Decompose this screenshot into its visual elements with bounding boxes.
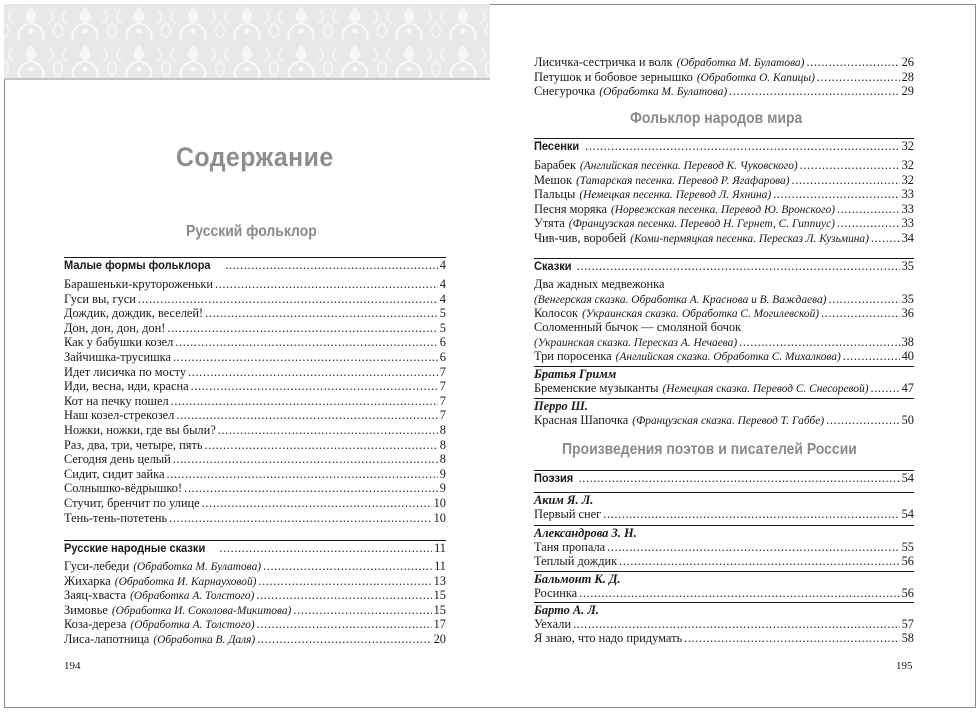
- page-number: 35: [901, 292, 914, 306]
- toc-entry-title: Таня пропала: [534, 540, 606, 554]
- leader-dots: [828, 292, 899, 306]
- toc-entry-title: Сегодня день целый: [64, 452, 171, 467]
- page-number: 8: [439, 423, 446, 437]
- page-folio-left: 194: [64, 660, 81, 672]
- page-number: 13: [433, 573, 446, 588]
- toc-entry-note: (Норвежская песенка. Перевод Ю. Вронского): [610, 203, 835, 216]
- section-title-russian-folklore: Русский фольклор: [186, 223, 317, 240]
- toc-entry[interactable]: [64, 632, 446, 646]
- leader-dots: [220, 541, 433, 555]
- leader-dots: [826, 413, 899, 427]
- page-number: 10: [433, 510, 446, 525]
- section-title-poets: Произведения поэтов и писателей России: [562, 441, 857, 458]
- page-number: 17: [433, 617, 446, 632]
- leader-dots: [215, 277, 438, 291]
- toc-entry[interactable]: [534, 158, 914, 172]
- page-number: 35: [901, 259, 914, 273]
- page-number: 15: [433, 602, 446, 617]
- toc-entry-title: Гуси-лебеди: [64, 559, 130, 573]
- leader-dots: [257, 632, 431, 646]
- page-number: 15: [433, 588, 446, 603]
- toc-entry-title: Лисичка-сестричка и волк: [534, 55, 673, 69]
- toc-entry-title: Пальцы: [534, 187, 576, 202]
- toc-entry[interactable]: [534, 55, 914, 69]
- toc-entry[interactable]: [64, 350, 446, 364]
- page-number: 33: [901, 187, 914, 202]
- toc-entry-title: Ножки, ножки, где вы были?: [64, 423, 216, 437]
- toc-entry[interactable]: [534, 507, 914, 521]
- toc-entry-note: (Украинская сказка. Обработка С. Могилевской): [582, 308, 820, 320]
- leader-dots: [684, 631, 899, 645]
- section-title-world-folklore: Фольклор народов мира: [630, 110, 803, 127]
- leader-dots: [257, 617, 432, 631]
- leader-dots: [202, 496, 432, 510]
- toc-entry-title: Стучит, бренчит по улице: [64, 496, 200, 510]
- toc-heading[interactable]: [534, 470, 914, 485]
- leader-dots: [205, 306, 438, 320]
- leader-dots: [138, 292, 438, 306]
- leader-dots: [837, 202, 900, 216]
- toc-entry[interactable]: [534, 292, 914, 306]
- toc-entry[interactable]: [534, 306, 914, 320]
- toc-entry-title: Зимовье: [64, 602, 108, 617]
- toc-entry[interactable]: [534, 84, 914, 98]
- page-number: 40: [901, 349, 914, 363]
- toc-entry-title: Лиса-лапотница: [64, 632, 150, 646]
- page-number: 32: [901, 158, 914, 172]
- page-number: 56: [901, 586, 914, 600]
- toc-entry-title: Тень-тень-потетень: [64, 510, 168, 525]
- toc-entry-title: Красная Шапочка: [534, 413, 629, 427]
- toc-entry-note: (Обработка В. Даля): [153, 634, 256, 646]
- toc-entry[interactable]: [64, 379, 446, 393]
- toc-entry[interactable]: [64, 394, 446, 408]
- toc-entry-title: Заяц-хваста: [64, 588, 127, 603]
- toc-entry-title: Снегурочка: [534, 84, 596, 99]
- page-number: 33: [901, 216, 914, 231]
- leader-dots: [603, 507, 899, 521]
- page-number: 4: [439, 277, 446, 291]
- right-page: [490, 0, 980, 712]
- leader-dots: [173, 350, 438, 364]
- toc-heading-title: Поэзия: [534, 471, 574, 485]
- page-number: 57: [901, 617, 914, 631]
- leader-dots: [256, 588, 431, 602]
- toc-entry-note: (Обработка О. Капицы): [696, 71, 815, 84]
- toc-entry[interactable]: [64, 423, 446, 437]
- author-name: Аким Я. Л.: [534, 492, 914, 507]
- toc-entry-note: (Коми-пермяцкая песенка. Пересказ Л. Кузьмина): [630, 233, 869, 245]
- leader-dots: [218, 423, 438, 437]
- toc-entry-title: Колосок: [534, 306, 579, 320]
- toc-entry-title: Барабек: [534, 158, 576, 172]
- page-number: 34: [901, 231, 914, 245]
- leader-dots: [806, 55, 899, 69]
- page-number: 28: [901, 69, 914, 84]
- leader-dots: [800, 158, 900, 172]
- leader-dots: [167, 321, 437, 335]
- toc-entry-title: Первый снег: [534, 507, 602, 521]
- leader-dots: [837, 216, 900, 230]
- leader-dots: [191, 379, 438, 393]
- toc-entry-title: Как у бабушки козел: [64, 335, 174, 350]
- page-number: 7: [439, 408, 446, 423]
- toc-entry-title: Дождик, дождик, веселей!: [64, 306, 204, 321]
- author-name: Александрова З. Н.: [534, 525, 914, 540]
- toc-entry[interactable]: [64, 321, 446, 335]
- leader-dots: [573, 617, 900, 631]
- toc-entry-title: Идет лисичка по мосту: [64, 364, 187, 379]
- toc-heading[interactable]: [534, 138, 914, 153]
- page-title: Содержание: [176, 142, 334, 172]
- leader-dots: [871, 381, 900, 395]
- toc-entry-note: (Венгерская сказка. Обработка А. Краснова и В. Важдаева): [534, 294, 827, 306]
- toc-entry[interactable]: [64, 277, 446, 291]
- toc-entry-title: Дон, дон, дон, дон!: [64, 320, 166, 335]
- toc-entry[interactable]: [534, 216, 914, 230]
- toc-entry[interactable]: [534, 187, 914, 201]
- toc-entry-note: (Французская сказка. Перевод Т. Габбе): [632, 415, 825, 427]
- page-number: 47: [901, 381, 914, 395]
- page-number: 55: [901, 540, 914, 554]
- toc-entry-title-line[interactable]: Соломенный бычок — смоляной бочок: [534, 320, 742, 334]
- toc-entry[interactable]: [64, 306, 446, 320]
- toc-entry-note: (Английская сказка. Обработка С. Михалкова): [615, 351, 841, 363]
- leader-dots: [263, 559, 432, 573]
- page-number: 6: [439, 350, 446, 364]
- page-number: 56: [901, 554, 914, 568]
- toc-heading-title: Русские народные сказки: [64, 541, 206, 555]
- page-number: 38: [901, 335, 914, 349]
- page-number: 7: [439, 393, 446, 408]
- toc-entry[interactable]: [64, 335, 446, 349]
- toc-heading-title: Сказки: [534, 259, 572, 273]
- page-number: 7: [439, 364, 446, 379]
- toc-entry-note: (Обработка А. Толстого): [130, 619, 255, 632]
- page-folio-right: 195: [896, 660, 913, 672]
- toc-entry-note: (Обработка М. Булатова): [133, 561, 262, 573]
- leader-dots: [619, 554, 899, 568]
- author-name: Братья Гримм: [534, 366, 914, 381]
- toc-entry-title: Песня моряка: [534, 201, 607, 216]
- toc-entry-title: Три поросенка: [534, 349, 612, 363]
- toc-entry-note: (Немецкая песенка. Перевод Л. Яхнина): [579, 189, 772, 202]
- toc-entry-title: Мешок: [534, 172, 573, 187]
- toc-entry-title: Сидит, сидит зайка: [64, 466, 165, 481]
- toc-entry[interactable]: [64, 617, 446, 631]
- toc-entry-title: Коза-дереза: [64, 617, 127, 632]
- toc-entry[interactable]: [64, 511, 446, 525]
- page-number: 5: [439, 320, 446, 335]
- toc-entry-title: Солнышко-вёдрышко!: [64, 481, 183, 496]
- page-number: 11: [434, 541, 446, 555]
- page-number: 8: [439, 452, 446, 467]
- leader-dots: [188, 365, 438, 379]
- leader-dots: [166, 467, 437, 481]
- leader-dots: [225, 258, 437, 272]
- toc-entry[interactable]: [534, 554, 914, 568]
- toc-entry[interactable]: [64, 365, 446, 379]
- toc-entry[interactable]: [534, 202, 914, 216]
- toc-entry-title: Уехали: [534, 617, 572, 631]
- leader-dots: [585, 139, 899, 153]
- toc-entry-title: Петушок и бобовое зернышко: [534, 69, 693, 84]
- toc-entry-title: Раз, два, три, четыре, пять: [64, 437, 203, 452]
- toc-entry-note: (Немецкая сказка. Перевод С. Снесоревой): [662, 383, 869, 395]
- toc-entry[interactable]: [64, 452, 446, 466]
- leader-dots: [843, 349, 900, 363]
- leader-dots: [293, 603, 431, 617]
- page-number: 33: [901, 201, 914, 216]
- author-name: Барто А. Л.: [534, 602, 914, 617]
- toc-entry-title: Наш козел-стрекозел: [64, 408, 175, 423]
- toc-entry[interactable]: [534, 413, 914, 427]
- toc-entry-note: (Обработка М. Булатова): [599, 86, 728, 99]
- toc-entry[interactable]: [534, 173, 914, 187]
- toc-entry-note: (Обработка И. Соколова-Микитова): [111, 604, 292, 617]
- toc-entry[interactable]: [64, 588, 446, 602]
- toc-heading[interactable]: [64, 540, 446, 555]
- toc-entry[interactable]: [64, 481, 446, 495]
- toc-entry-note: (Татарская песенка. Перевод Р. Ягафарова): [576, 174, 790, 187]
- toc-entry[interactable]: [64, 408, 446, 422]
- toc-entry-title: Я знаю, что надо придумать: [534, 631, 683, 645]
- toc-heading-title: Песенки: [534, 139, 580, 153]
- toc-entry[interactable]: [534, 617, 914, 631]
- page-number: 20: [433, 632, 446, 646]
- toc-entry-note: (Украинская сказка. Пересказ А. Нечаева): [534, 337, 738, 349]
- leader-dots: [607, 540, 899, 554]
- leader-dots: [577, 259, 900, 273]
- page-number: 9: [439, 466, 446, 481]
- toc-entry[interactable]: [534, 381, 914, 395]
- toc-entry[interactable]: [534, 631, 914, 645]
- toc-heading[interactable]: [534, 258, 914, 273]
- leader-dots: [175, 335, 438, 349]
- toc-entry-note: (Английская песенка. Перевод К. Чуковского): [579, 160, 798, 172]
- toc-entry-title: Чив-чив, воробей: [534, 231, 627, 245]
- page-number: 6: [439, 335, 446, 350]
- page-number: 8: [439, 437, 446, 452]
- leader-dots: [176, 408, 437, 422]
- leader-dots: [773, 187, 899, 201]
- page-number: 26: [901, 55, 914, 69]
- leader-dots: [205, 438, 438, 452]
- page-number: 29: [901, 84, 914, 99]
- toc-entry-title-line[interactable]: Два жадных медвежонка: [534, 277, 665, 291]
- toc-entry[interactable]: [534, 70, 914, 84]
- toc-entry-title: Кот на печку пошел: [64, 393, 169, 408]
- toc-entry[interactable]: [64, 559, 446, 573]
- leader-dots: [579, 471, 900, 485]
- page-number: 54: [901, 507, 914, 521]
- page-number: 50: [901, 413, 914, 427]
- toc-entry[interactable]: [64, 467, 446, 481]
- page-number: 5: [439, 306, 446, 321]
- toc-entry-title: Бременские музыканты: [534, 381, 659, 395]
- leader-dots: [739, 335, 899, 349]
- toc-entry[interactable]: [64, 574, 446, 588]
- toc-entry[interactable]: [534, 231, 914, 245]
- author-name: Перро Ш.: [534, 398, 914, 413]
- toc-entry-note: (Обработка М. Булатова): [676, 57, 805, 69]
- page-number: 32: [901, 139, 914, 153]
- page-number: 11: [434, 559, 446, 573]
- page-number: 54: [901, 471, 914, 485]
- author-name: Бальмонт К. Д.: [534, 571, 914, 586]
- toc-entry-note: (Обработка И. Карнауховой): [114, 575, 257, 588]
- leader-dots: [169, 511, 432, 525]
- page-number: 4: [439, 291, 446, 306]
- page-number: 10: [433, 496, 446, 510]
- toc-entry[interactable]: [534, 349, 914, 363]
- toc-entry-title: Жихарка: [64, 573, 111, 588]
- toc-heading[interactable]: [64, 257, 446, 272]
- leader-dots: [821, 306, 900, 320]
- toc-entry-title: Барашеньки-крутороженьки: [64, 277, 214, 291]
- toc-entry[interactable]: [534, 335, 914, 349]
- page-number: 9: [439, 481, 446, 496]
- toc-entry[interactable]: [534, 586, 914, 600]
- toc-entry-title: Зайчишка-трусишка: [64, 350, 171, 364]
- page-number: 7: [439, 379, 446, 394]
- leader-dots: [579, 586, 899, 600]
- toc-entry-title: Гуси вы, гуси: [64, 291, 136, 306]
- leader-dots: [258, 574, 431, 588]
- toc-entry[interactable]: [64, 438, 446, 452]
- toc-entry-title: Иди, весна, иди, красна: [64, 379, 189, 394]
- leader-dots: [173, 452, 438, 466]
- toc-entry[interactable]: [64, 603, 446, 617]
- page-number: 58: [901, 631, 914, 645]
- leader-dots: [729, 84, 899, 98]
- toc-entry-title: Утята: [534, 216, 565, 231]
- toc-entry-title: Росинка: [534, 586, 578, 600]
- toc-entry-note: (Французская песенка. Перевод Н. Гернет, С. Гиппиус): [568, 218, 835, 231]
- toc-entry[interactable]: [64, 292, 446, 306]
- page-number: 36: [901, 306, 914, 320]
- leader-dots: [792, 173, 900, 187]
- toc-entry[interactable]: [64, 496, 446, 510]
- page-number: 4: [439, 258, 446, 272]
- leader-dots: [817, 70, 900, 84]
- toc-entry[interactable]: [534, 540, 914, 554]
- toc-entry-title: Теплый дождик: [534, 554, 618, 568]
- leader-dots: [184, 481, 438, 495]
- leader-dots: [871, 231, 900, 245]
- page-number: 32: [901, 172, 914, 187]
- toc-entry-note: (Обработка А. Толстого): [130, 590, 255, 603]
- leader-dots: [171, 394, 438, 408]
- toc-heading-title: Малые формы фольклора: [64, 258, 211, 272]
